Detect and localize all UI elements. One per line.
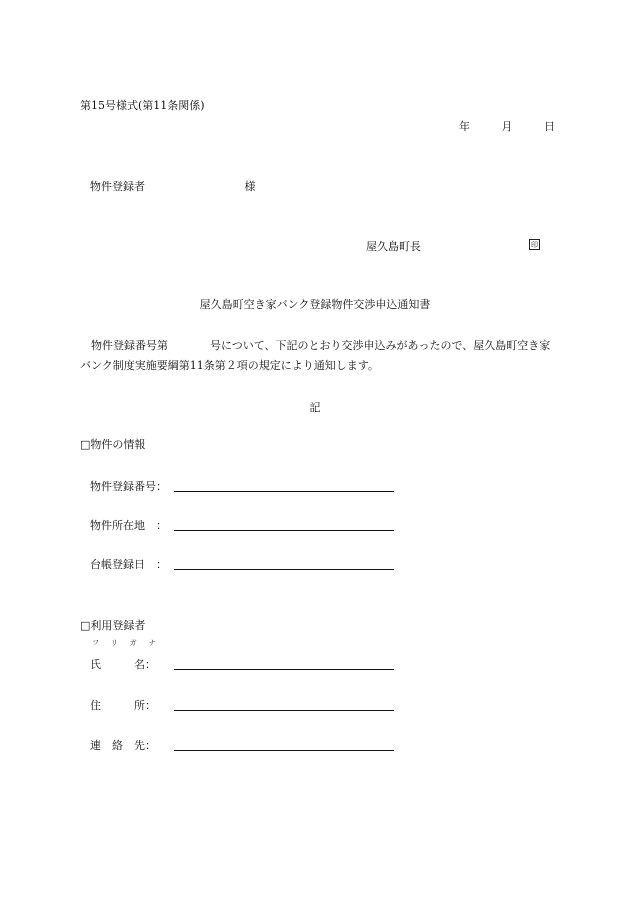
form-number: 第15号様式(第11条関係) <box>80 99 205 112</box>
user-field-address <box>90 697 156 713</box>
user-name-line[interactable] <box>174 669 394 670</box>
property-date-line[interactable] <box>174 569 394 570</box>
user-address-line[interactable] <box>174 710 394 711</box>
field-label: 連 絡 先： <box>90 739 156 752</box>
seal-mark: 印 <box>531 241 538 249</box>
field-label: 物件登録番号： <box>90 480 167 493</box>
property-section-heading: □物件の情報 <box>80 438 146 451</box>
addressee <box>90 178 256 194</box>
sender-name: 屋久島町長 <box>366 240 421 253</box>
property-field-number <box>90 478 167 494</box>
addressee-label: 物件登録者 <box>90 180 145 193</box>
date-year-label: 年 <box>459 120 470 133</box>
date-month-label: 月 <box>501 120 513 133</box>
ki-heading: 記 <box>309 401 321 414</box>
date-day-label: 日 <box>544 120 555 133</box>
body-text-part2: 号について、下記のとおり交渉申込みがあったので、屋久島町空き家バンク制度実施要綱第11条第２項の規定により通知します。 <box>80 339 551 372</box>
user-field-name <box>90 656 156 672</box>
user-contact-line[interactable] <box>174 750 394 751</box>
user-field-contact <box>90 737 156 753</box>
property-field-location <box>90 517 167 533</box>
field-label: 台帳登録日 ： <box>90 558 167 571</box>
body-paragraph <box>80 336 552 376</box>
furigana-label: フリガナ <box>92 639 168 647</box>
property-location-line[interactable] <box>174 530 394 531</box>
field-label: 氏 名： <box>90 658 156 671</box>
field-label: 物件所在地 ： <box>90 519 167 532</box>
property-number-line[interactable] <box>174 491 394 492</box>
addressee-honorific: 様 <box>244 180 256 193</box>
user-section-heading: □利用登録者 <box>80 619 146 632</box>
date-line <box>459 118 555 134</box>
document-title: 屋久島町空き家バンク登録物件交渉申込通知書 <box>199 298 431 311</box>
property-field-register-date <box>90 556 167 572</box>
body-text-part1: 物件登録番号第 <box>91 339 168 352</box>
field-label: 住 所： <box>90 699 156 712</box>
